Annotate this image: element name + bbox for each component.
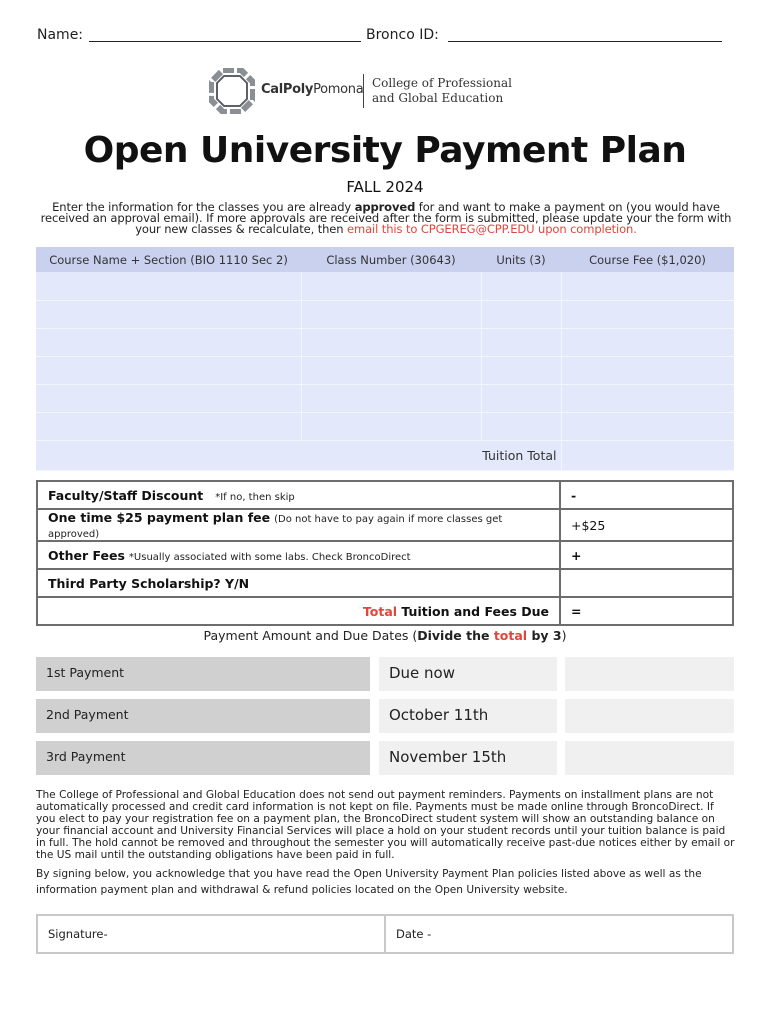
other-fees-value[interactable]: + (560, 541, 733, 569)
plan-fee-title: One time $25 payment plan fee (48, 510, 271, 525)
date-field[interactable]: Date - (385, 915, 733, 953)
college-name (372, 76, 512, 106)
acknowledgement-text: By signing below, you acknowledge that you have read the Open University Payment Plan policies listed above as well as the information payment plan and withdrawal & refund policies located on the Open University website. (36, 868, 702, 896)
units-cell[interactable] (481, 272, 561, 300)
class-number-cell[interactable] (301, 384, 481, 412)
total-word: Total (362, 603, 398, 619)
course-fee-cell[interactable] (561, 356, 734, 384)
intro-approved: approved (354, 200, 416, 214)
table-row (36, 356, 734, 384)
units-cell[interactable] (481, 328, 561, 356)
tuition-total-cell[interactable] (561, 440, 734, 470)
payment-title-bold-2: by 3 (527, 628, 562, 643)
policy-text: The College of Professional and Global Education does not send out payment reminders. Payments on installment plans are not automatically processed and credit card information is not kept on file. Payments must be made online through BroncoDirect. If you elect to pay your registration fee on a payment plan, the BroncoDirect student system will show an outstanding balance on your financial account and University Financial Services will place a hold on your student records until your tuition balance is paid in full. The hold cannot be removed and throughout the semester you will automatically receive past-due notices either by email or the US mail until the outstanding obligations have been paid in full. (36, 789, 735, 861)
payment-title-total: total (493, 628, 528, 643)
signature-table (36, 914, 734, 954)
fees-table (36, 480, 734, 626)
payment-label: 1st Payment (36, 657, 370, 691)
col-course-fee: Course Fee ($1,020) (561, 247, 734, 272)
total-due-row (37, 597, 733, 625)
table-row (36, 384, 734, 412)
page-title: Open University Payment Plan (83, 130, 687, 171)
faculty-discount-note: *If no, then skip (215, 491, 295, 503)
units-cell[interactable] (481, 356, 561, 384)
col-course-name: Course Name + Section (BIO 1110 Sec 2) (36, 247, 301, 272)
course-name-cell[interactable] (36, 384, 301, 412)
payment-row-2 (36, 699, 734, 733)
payment-title-bold-1: Divide the (417, 628, 494, 643)
units-cell[interactable] (481, 384, 561, 412)
intro-text (32, 202, 740, 235)
col-class-number: Class Number (30643) (301, 247, 481, 272)
brand-name (261, 82, 363, 97)
intro-email: email this to CPGEREG@CPP.EDU upon completion. (347, 222, 637, 236)
total-due-title: Tuition and Fees Due (397, 603, 549, 619)
scholarship-title: Third Party Scholarship? Y/N (48, 575, 250, 591)
course-fee-cell[interactable] (561, 300, 734, 328)
other-fees-note: *Usually associated with some labs. Check BroncoDirect (128, 551, 411, 563)
col-units: Units (3) (481, 247, 561, 272)
plan-fee-label (37, 509, 560, 541)
plan-fee-note: (Do not have to pay again if more classes get approved) (48, 514, 503, 540)
other-fees-title: Other Fees (48, 547, 125, 563)
tuition-total-row (36, 440, 734, 470)
class-number-cell[interactable] (301, 412, 481, 440)
course-name-cell[interactable] (36, 356, 301, 384)
scholarship-label (37, 569, 560, 597)
payment-label: 3rd Payment (36, 741, 370, 775)
other-fees-row (37, 541, 733, 569)
payment-due-date: November 15th (379, 741, 557, 775)
plan-fee-value[interactable]: +$25 (560, 509, 733, 541)
cpp-logo (209, 68, 529, 114)
plan-fee-row (37, 509, 733, 541)
payment-label: 2nd Payment (36, 699, 370, 733)
payment-amount-field[interactable] (565, 741, 734, 775)
course-fee-cell[interactable] (561, 384, 734, 412)
logo-divider (363, 74, 364, 108)
cpp-octagon-logo-icon (209, 68, 255, 114)
table-row (36, 300, 734, 328)
payment-row-1 (36, 657, 734, 691)
course-name-cell[interactable] (36, 412, 301, 440)
course-table (36, 247, 734, 471)
scholarship-row (37, 569, 733, 597)
scholarship-value[interactable] (560, 569, 733, 597)
payment-row-3 (36, 741, 734, 775)
name-label: Name: (37, 27, 84, 43)
bronco-id-field[interactable] (448, 41, 722, 42)
total-due-value[interactable]: = (560, 597, 733, 625)
payment-title-part-2: ) (561, 628, 567, 643)
table-row (36, 328, 734, 356)
brand-bold: CalPoly (261, 82, 314, 97)
intro-part-1: Enter the information for the classes you are already (52, 200, 355, 214)
signature-field[interactable]: Signature- (37, 915, 385, 953)
payment-amount-field[interactable] (565, 657, 734, 691)
course-name-cell[interactable] (36, 328, 301, 356)
class-number-cell[interactable] (301, 328, 481, 356)
faculty-discount-value[interactable]: - (560, 481, 733, 509)
course-fee-cell[interactable] (561, 328, 734, 356)
bronco-id-label: Bronco ID: (366, 27, 439, 43)
payment-schedule-title (0, 628, 770, 643)
name-field[interactable] (89, 41, 361, 42)
college-line-1: College of Professional (372, 76, 512, 90)
tuition-total-label: Tuition Total (36, 440, 561, 470)
course-name-cell[interactable] (36, 272, 301, 300)
brand-light: Pomona (313, 82, 364, 97)
intro-part-2: for and want to make a payment on (you would have received an approval email). If more approvals are received after the form is submitted, please update your the form with your new classes & recalculate, then (40, 200, 732, 236)
other-fees-label (37, 541, 560, 569)
table-row (36, 412, 734, 440)
term-label: FALL 2024 (346, 178, 424, 196)
payment-due-date: October 11th (379, 699, 557, 733)
faculty-discount-label (37, 481, 560, 509)
class-number-cell[interactable] (301, 300, 481, 328)
faculty-discount-title: Faculty/Staff Discount (48, 487, 204, 503)
payment-title-part-1: Payment Amount and Due Dates ( (203, 628, 418, 643)
total-due-label (37, 597, 560, 625)
college-line-2: and Global Education (372, 91, 504, 105)
payment-due-date: Due now (379, 657, 557, 691)
units-cell[interactable] (481, 300, 561, 328)
class-number-cell[interactable] (301, 272, 481, 300)
faculty-discount-row (37, 481, 733, 509)
class-number-cell[interactable] (301, 356, 481, 384)
course-fee-cell[interactable] (561, 272, 734, 300)
table-row (36, 272, 734, 300)
units-cell[interactable] (481, 412, 561, 440)
header-fields (37, 27, 727, 47)
payment-amount-field[interactable] (565, 699, 734, 733)
course-name-cell[interactable] (36, 300, 301, 328)
course-fee-cell[interactable] (561, 412, 734, 440)
